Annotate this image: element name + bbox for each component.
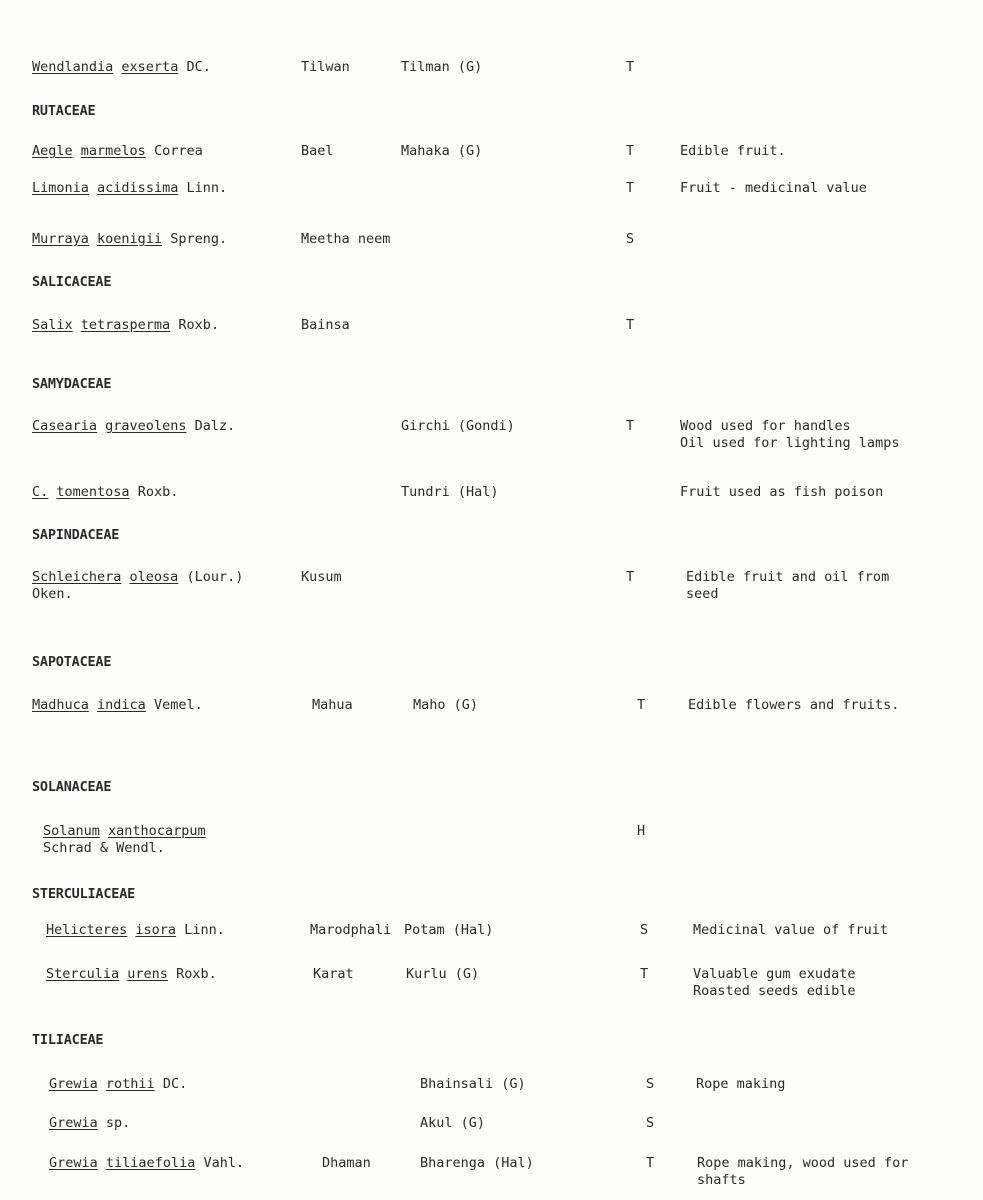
local-name: Tilman (G)	[401, 59, 483, 75]
species: graveolens	[105, 418, 187, 434]
scientific-name	[32, 484, 178, 501]
species: tetrasperma	[80, 317, 171, 333]
family-heading: SALICACEAE	[32, 274, 112, 290]
author: Roxb.	[137, 484, 179, 500]
habit: T	[626, 180, 635, 196]
author: Spreng.	[170, 231, 228, 247]
author: Vemel.	[153, 697, 203, 713]
genus: Grewia	[49, 1115, 98, 1131]
common-name: Tilwan	[301, 59, 350, 75]
habit: H	[637, 823, 646, 839]
common-name: Mahua	[312, 697, 353, 713]
genus: Madhuca	[32, 697, 89, 713]
genus: Grewia	[49, 1076, 98, 1092]
author: Dalz.	[194, 418, 236, 434]
habit: S	[646, 1115, 655, 1131]
species: indica	[97, 697, 146, 713]
common-name: Bael	[301, 143, 334, 159]
scientific-name	[49, 1076, 187, 1093]
species: marmelos	[80, 143, 146, 159]
family-heading: STERCULIACEAE	[32, 886, 136, 902]
local-name: Akul (G)	[420, 1115, 486, 1131]
scientific-name	[49, 1115, 130, 1132]
family-heading: SAPINDACEAE	[32, 527, 120, 543]
species: urens	[127, 966, 168, 982]
uses	[697, 1155, 908, 1189]
species: xanthocarpum	[108, 823, 206, 839]
common-name: Bainsa	[301, 317, 350, 333]
common-name: Karat	[313, 966, 354, 982]
author-continued: Schrad & Wendl.	[43, 840, 165, 856]
uses-line: Roasted seeds edible	[693, 983, 856, 999]
local-name: Maho (G)	[413, 697, 479, 713]
genus: Murraya	[32, 231, 89, 247]
author-continued: Oken.	[32, 586, 73, 602]
uses-line: Edible fruit and oil from	[686, 569, 890, 585]
family-heading: SOLANACEAE	[32, 779, 112, 795]
author: Roxb.	[176, 966, 217, 982]
author: DC.	[186, 59, 211, 75]
species: acidissima	[97, 180, 179, 196]
habit: T	[626, 59, 635, 75]
uses: Fruit used as fish poison	[680, 484, 884, 500]
scientific-name	[43, 823, 206, 857]
uses: Medicinal value of fruit	[693, 922, 889, 938]
common-name: Dhaman	[322, 1155, 371, 1171]
habit: T	[626, 317, 635, 333]
uses-line: Valuable gum exudate	[693, 966, 856, 982]
genus: Limonia	[32, 180, 89, 196]
uses: Edible fruit.	[680, 143, 786, 159]
species: koenigii	[97, 231, 163, 247]
scientific-name	[46, 922, 225, 939]
genus: Grewia	[49, 1155, 98, 1171]
scientific-name	[32, 317, 219, 334]
uses: Fruit - medicinal value	[680, 180, 867, 196]
uses-line: shafts	[697, 1172, 746, 1188]
habit: S	[626, 231, 635, 247]
author: (Lour.)	[186, 569, 244, 585]
uses	[680, 418, 899, 452]
author: Linn.	[186, 180, 228, 196]
species: tiliaefolia	[105, 1155, 196, 1171]
scientific-name	[32, 59, 211, 76]
family-heading: SAPOTACEAE	[32, 654, 112, 670]
author: Correa	[153, 143, 203, 159]
scientific-name	[32, 231, 227, 248]
genus: Solanum	[43, 823, 100, 839]
local-name: Bhainsali (G)	[420, 1076, 526, 1092]
local-name: Bharenga (Hal)	[420, 1155, 534, 1171]
common-name: Kusum	[301, 569, 342, 585]
uses	[686, 569, 889, 603]
habit: T	[626, 143, 635, 159]
scientific-name	[49, 1155, 244, 1172]
uses: Rope making	[696, 1076, 786, 1092]
genus: Helicteres	[46, 922, 128, 938]
scientific-name	[32, 697, 203, 714]
genus: Sterculia	[46, 966, 120, 982]
common-name: Meetha neem	[301, 231, 391, 247]
uses-line: seed	[686, 586, 719, 602]
habit: T	[637, 697, 646, 713]
scientific-name	[32, 569, 243, 603]
genus: C.	[32, 484, 49, 500]
species: oleosa	[129, 569, 179, 585]
habit: T	[640, 966, 649, 982]
species: rothii	[105, 1076, 155, 1092]
family-heading: TILIACEAE	[32, 1032, 104, 1048]
species: isora	[135, 922, 177, 938]
habit: T	[626, 418, 635, 434]
author: Roxb.	[178, 317, 219, 333]
genus: Salix	[32, 317, 73, 333]
species: exserta	[121, 59, 179, 75]
genus: Casearia	[32, 418, 98, 434]
species: tomentosa	[56, 484, 130, 500]
family-heading: RUTACEAE	[32, 103, 96, 119]
local-name: Girchi (Gondi)	[401, 418, 515, 434]
author: Vahl.	[203, 1155, 245, 1171]
author: DC.	[162, 1076, 188, 1092]
uses-line: Wood used for handles	[680, 418, 851, 434]
uses-line: Rope making, wood used for	[697, 1155, 909, 1171]
local-name: Tundri (Hal)	[401, 484, 499, 500]
scientific-name	[46, 966, 217, 983]
species: sp.	[105, 1115, 131, 1131]
habit: T	[646, 1155, 655, 1171]
genus: Wendlandia	[32, 59, 114, 75]
uses-line: Oil used for lighting lamps	[680, 435, 900, 451]
local-name: Potam (Hal)	[404, 922, 494, 938]
scientific-name	[32, 180, 227, 197]
genus: Schleichera	[32, 569, 122, 585]
habit: S	[640, 922, 649, 938]
uses: Edible flowers and fruits.	[688, 697, 900, 713]
common-name: Marodphali	[310, 922, 392, 938]
habit: T	[626, 569, 635, 585]
local-name: Kurlu (G)	[406, 966, 480, 982]
family-heading: SAMYDACEAE	[32, 376, 112, 392]
scientific-name	[32, 418, 235, 435]
uses	[693, 966, 856, 1000]
habit: S	[646, 1076, 655, 1092]
local-name: Mahaka (G)	[401, 143, 483, 159]
genus: Aegle	[32, 143, 73, 159]
scientific-name	[32, 143, 203, 160]
author: Linn.	[184, 922, 225, 938]
